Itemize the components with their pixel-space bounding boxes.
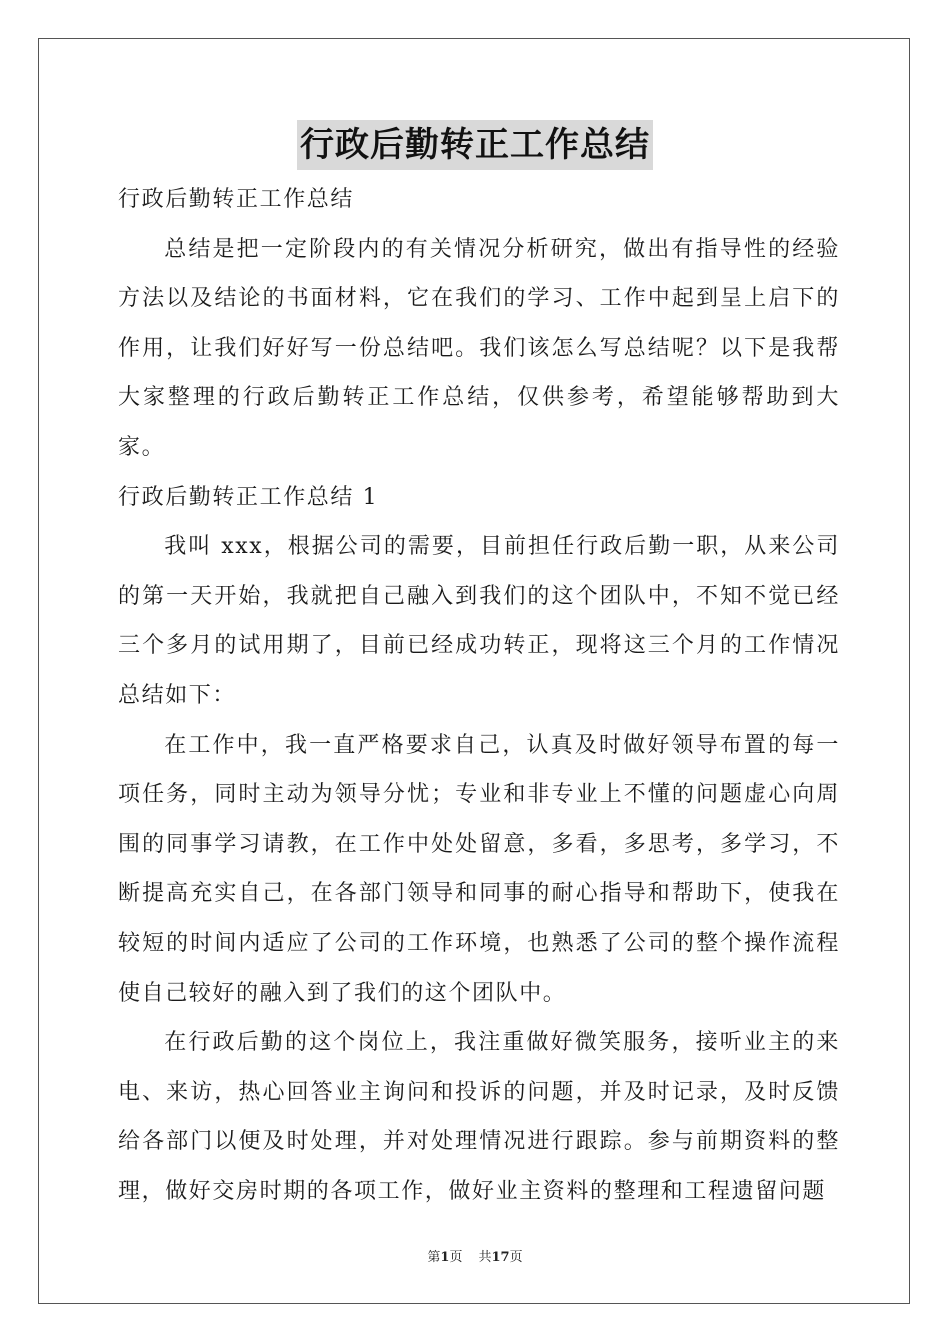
page-total-suffix: 页 bbox=[509, 1250, 523, 1265]
page-total-prefix: 共 bbox=[478, 1250, 492, 1265]
body-paragraph: 在工作中，我一直严格要求自己，认真及时做好领导布置的每一项任务，同时主动为领导分忧；专业和非专业上不懂的问题虚心向周围的同事学习请教，在工作中处处留意，多看，多思考，多学习，不断提高充实自己，在各部门领导和同事的耐心指导和帮助下，使我在较短的时间内适应了公司的工作环境，也熟悉了公司的整个操作流程使自己较好的融入到了我们的这个团队中。 bbox=[118, 732, 840, 1006]
page-footer bbox=[0, 1246, 950, 1265]
page-number-suffix: 页 bbox=[449, 1250, 463, 1265]
title-container bbox=[0, 120, 950, 170]
body-paragraph: 在行政后勤的这个岗位上，我注重做好微笑服务，接听业主的来电、来访，热心回答业主询问和投诉的问题，并及时记录，及时反馈给各部门以便及时处理，并对处理情况进行跟踪。参与前期资料的整理，做好交房时期的各项工作，做好业主资料的整理和工程遗留问题 bbox=[118, 1030, 840, 1204]
page-number-prefix: 第 bbox=[427, 1250, 441, 1265]
document-body bbox=[118, 175, 840, 1216]
page-number-current: 1 bbox=[440, 1250, 450, 1265]
document-title: 行政后勤转正工作总结 bbox=[297, 120, 653, 170]
page-total-count: 17 bbox=[491, 1250, 510, 1265]
section-heading: 行政后勤转正工作总结 1 bbox=[118, 484, 379, 510]
intro-paragraph: 总结是把一定阶段内的有关情况分析研究，做出有指导性的经验方法以及结论的书面材料，它在我们的学习、工作中起到呈上启下的作用，让我们好好写一份总结吧。我们该怎么写总结呢？以下是我帮大家整理的行政后勤转正工作总结，仅供参考，希望能够帮助到大家。 bbox=[118, 236, 840, 460]
document-subtitle: 行政后勤转正工作总结 bbox=[118, 187, 355, 212]
body-paragraph: 我叫 xxx，根据公司的需要，目前担任行政后勤一职，从来公司的第一天开始，我就把自己融入到我们的这个团队中，不知不觉已经三个多月的试用期了，目前已经成功转正，现将这三个月的工作情况总结如下： bbox=[118, 534, 840, 708]
